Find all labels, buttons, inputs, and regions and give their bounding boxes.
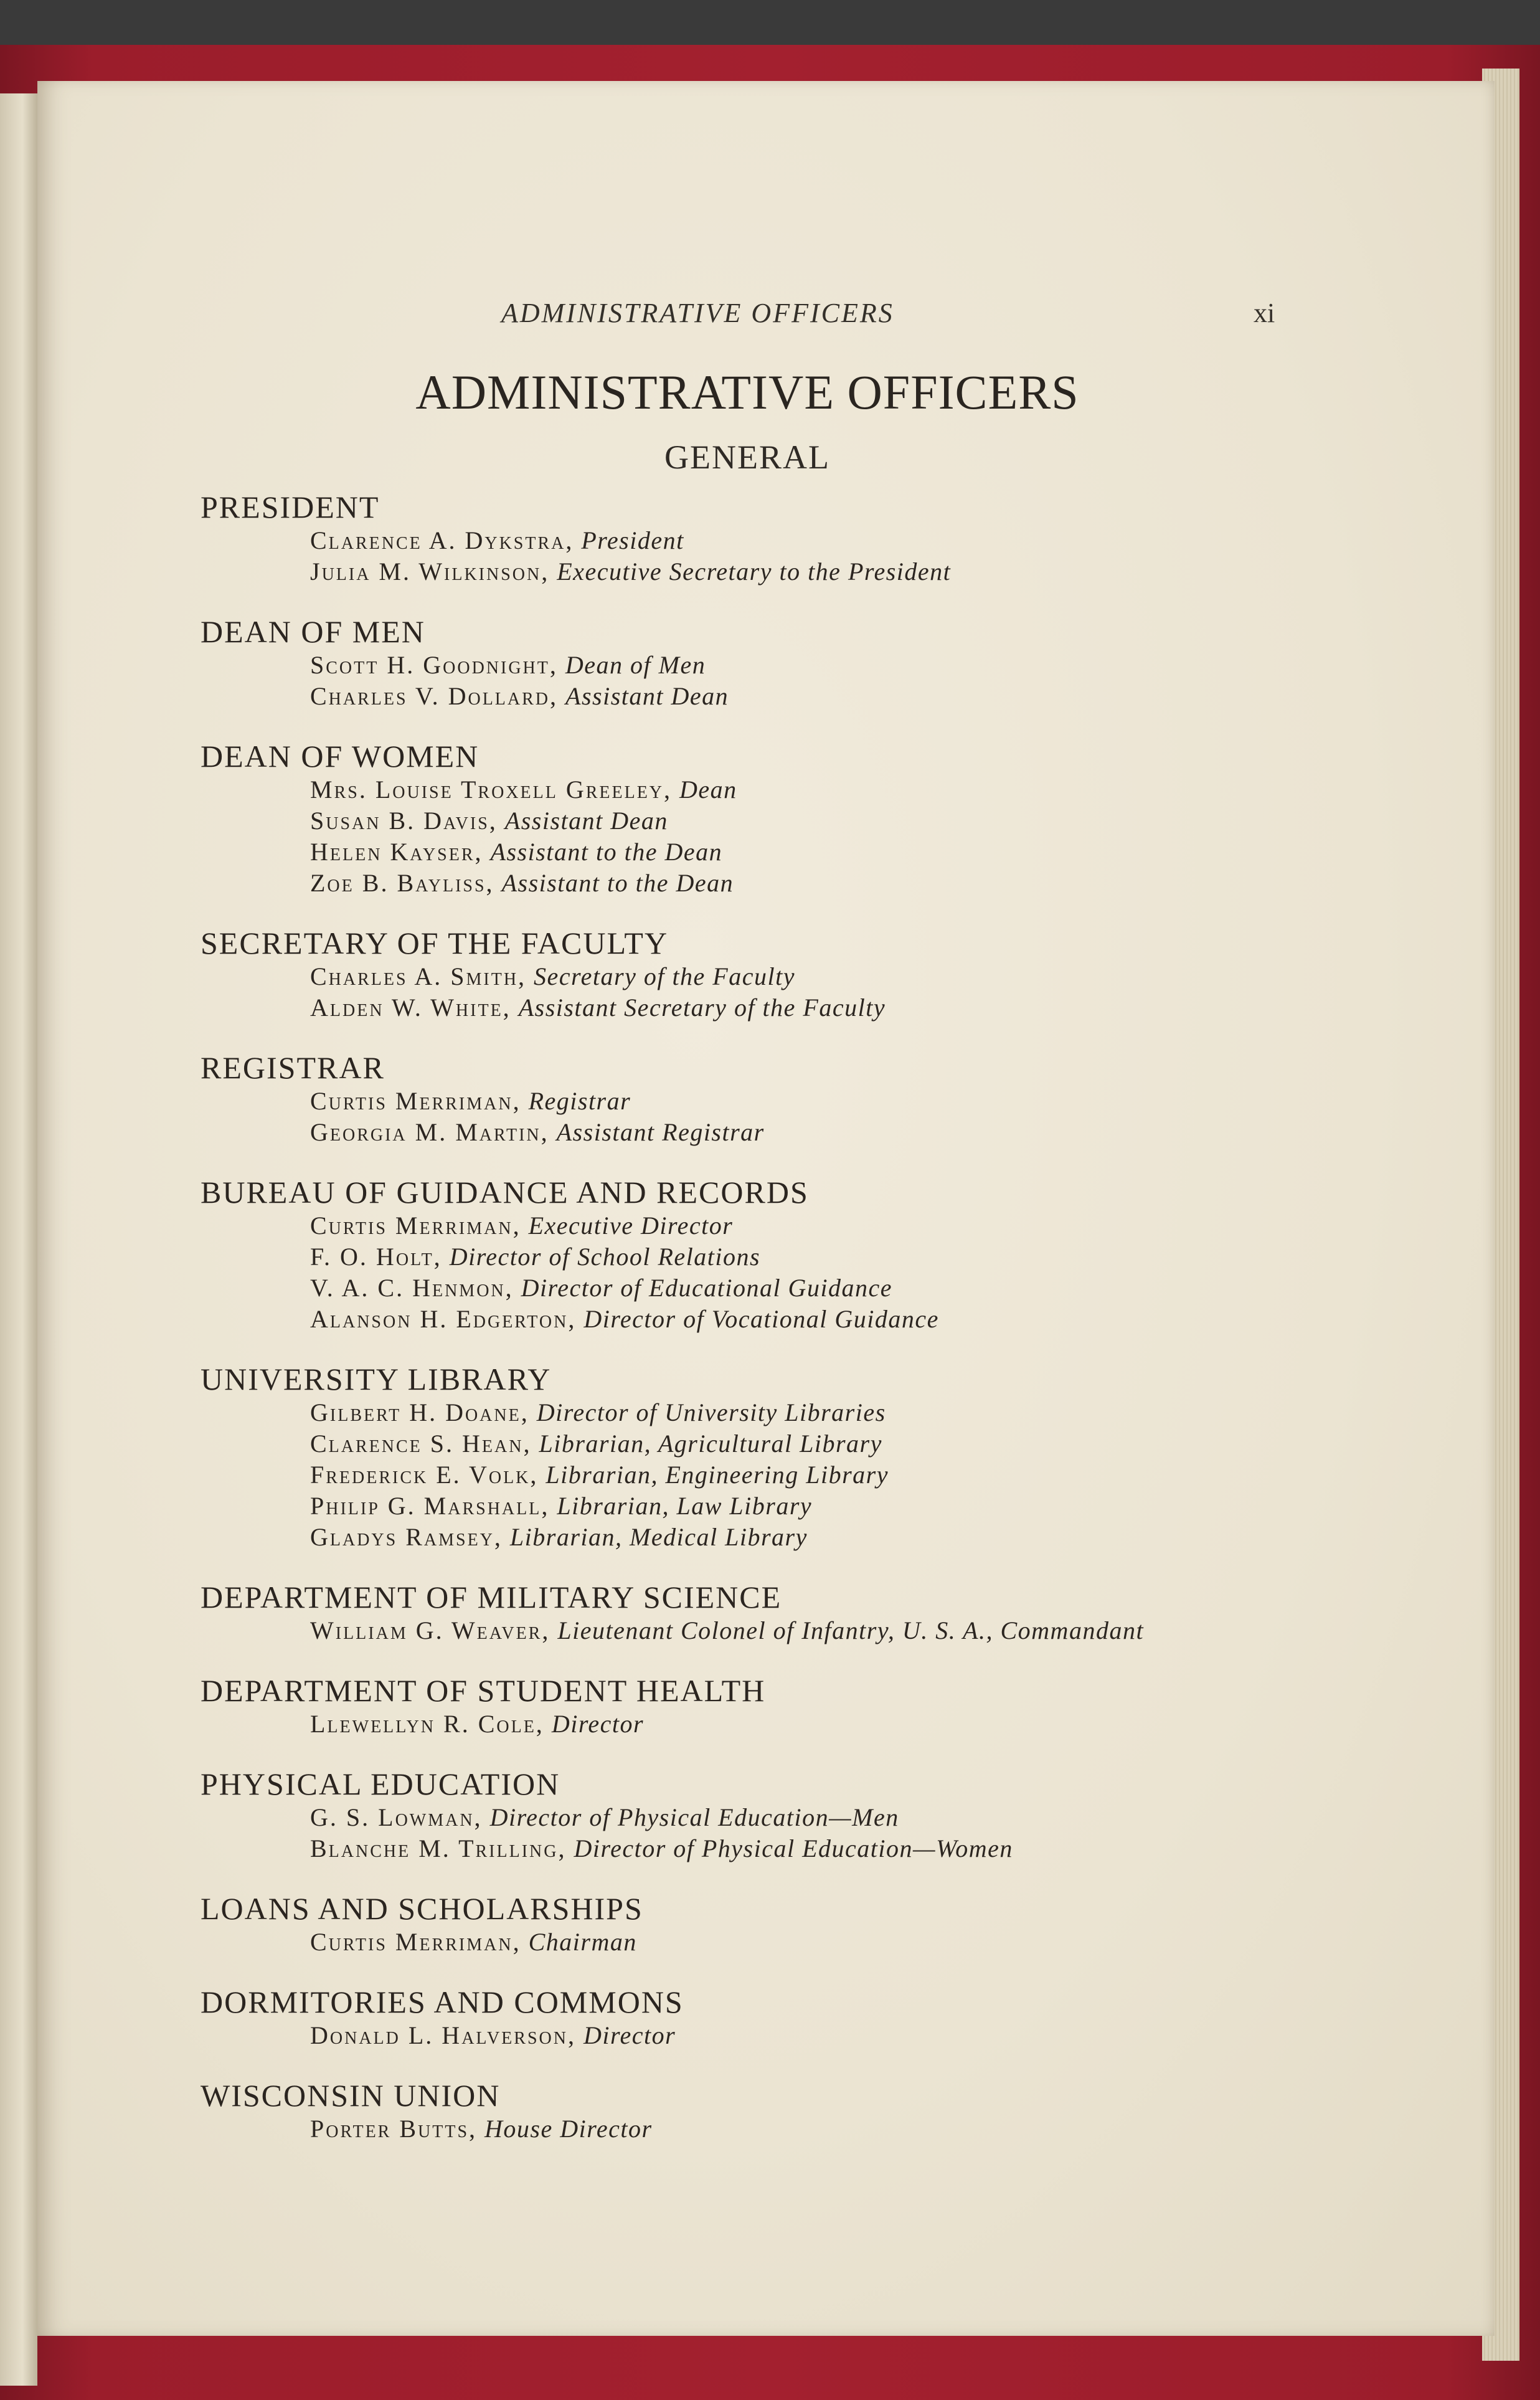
officer-name: Julia M. Wilkinson, bbox=[310, 557, 550, 586]
officer-title: Executive Director bbox=[528, 1212, 734, 1240]
officer-name: Curtis Merriman, bbox=[310, 1087, 521, 1115]
officer-name: Alanson H. Edgerton, bbox=[310, 1305, 577, 1333]
officer-name: Donald L. Halverson, bbox=[310, 2021, 576, 2049]
officer-entry bbox=[310, 1086, 1321, 1117]
officer-name: Clarence S. Hean, bbox=[310, 1430, 532, 1458]
officer-title: Dean bbox=[679, 775, 737, 804]
officer-title: Librarian, Agricultural Library bbox=[539, 1430, 882, 1458]
officer-section bbox=[201, 2077, 1321, 2145]
officer-section bbox=[201, 1050, 1321, 1148]
officer-name: Gilbert H. Doane, bbox=[310, 1398, 529, 1426]
officer-name: Curtis Merriman, bbox=[310, 1212, 521, 1240]
officer-name: Porter Butts, bbox=[310, 2115, 478, 2143]
officer-entry bbox=[310, 1709, 1321, 1740]
officer-title: Librarian, Law Library bbox=[557, 1492, 813, 1520]
officer-name: William G. Weaver, bbox=[310, 1616, 550, 1644]
page-subtitle: GENERAL bbox=[664, 439, 830, 476]
entry-list bbox=[310, 1397, 1321, 1553]
officer-title: Chairman bbox=[528, 1928, 637, 1956]
officer-title: Registrar bbox=[528, 1087, 631, 1115]
page-title bbox=[0, 364, 1495, 420]
officer-name: Georgia M. Martin, bbox=[310, 1118, 549, 1146]
officer-entry bbox=[310, 525, 1321, 556]
officer-name: Gladys Ramsey, bbox=[310, 1523, 503, 1551]
officer-entry bbox=[310, 992, 1321, 1023]
officer-title: Librarian, Engineering Library bbox=[546, 1461, 889, 1489]
officer-name: Zoe B. Bayliss, bbox=[310, 869, 494, 897]
section-heading: PHYSICAL EDUCATION bbox=[201, 1767, 560, 1801]
entry-list bbox=[310, 2020, 1321, 2051]
officer-name: Alden W. White, bbox=[310, 994, 511, 1022]
officer-section bbox=[201, 1174, 1321, 1335]
entry-list bbox=[310, 961, 1321, 1023]
officer-entry bbox=[310, 1117, 1321, 1148]
officer-name: Mrs. Louise Troxell Greeley, bbox=[310, 775, 673, 804]
officer-entry bbox=[310, 1522, 1321, 1553]
officer-section bbox=[201, 925, 1321, 1023]
officer-title: Assistant to the Dean bbox=[490, 838, 723, 866]
officer-name: F. O. Holt, bbox=[310, 1243, 442, 1271]
officer-entry bbox=[310, 1241, 1321, 1273]
officer-name: Curtis Merriman, bbox=[310, 1928, 521, 1956]
page-title-text: ADMINISTRATIVE OFFICERS bbox=[415, 365, 1079, 419]
officer-entry bbox=[310, 805, 1321, 837]
officer-name: Charles A. Smith, bbox=[310, 962, 527, 990]
officer-title: Librarian, Medical Library bbox=[509, 1523, 808, 1551]
officer-entry bbox=[310, 1615, 1282, 1646]
section-heading: REGISTRAR bbox=[201, 1050, 385, 1085]
officer-title: Assistant Dean bbox=[504, 807, 668, 835]
entry-list bbox=[310, 1927, 1321, 1958]
officer-title: Executive Secretary to the President bbox=[557, 557, 952, 586]
entry-list bbox=[310, 1709, 1321, 1740]
officer-title: President bbox=[581, 526, 684, 554]
officer-title: Director of Educational Guidance bbox=[521, 1274, 893, 1302]
officer-entry bbox=[310, 774, 1321, 805]
section-heading: WISCONSIN UNION bbox=[201, 2078, 501, 2113]
officer-name: G. S. Lowman, bbox=[310, 1803, 483, 1831]
entry-list bbox=[310, 1615, 1321, 1646]
officer-name: Charles V. Dollard, bbox=[310, 682, 559, 710]
section-heading: PRESIDENT bbox=[201, 490, 380, 524]
officer-entry bbox=[310, 1802, 1321, 1833]
officer-title: Dean of Men bbox=[565, 651, 706, 679]
section-heading: DEPARTMENT OF STUDENT HEALTH bbox=[201, 1673, 766, 1708]
officer-title: Secretary of the Faculty bbox=[534, 962, 795, 990]
section-heading: BUREAU OF GUIDANCE AND RECORDS bbox=[201, 1175, 809, 1210]
officer-title: Director bbox=[583, 2021, 676, 2049]
page-number: xi bbox=[1254, 298, 1275, 328]
entry-list bbox=[310, 525, 1321, 587]
officer-entry bbox=[310, 1459, 1321, 1491]
officer-title: House Director bbox=[484, 2115, 653, 2143]
officer-entry bbox=[310, 1927, 1321, 1958]
officer-entry bbox=[310, 837, 1321, 868]
officer-title: Director of University Libraries bbox=[536, 1398, 886, 1426]
section-heading: DEAN OF WOMEN bbox=[201, 739, 479, 774]
officer-section bbox=[201, 1984, 1321, 2051]
officer-entry bbox=[310, 961, 1321, 992]
officer-entry bbox=[310, 1273, 1321, 1304]
officer-title: Assistant Dean bbox=[565, 682, 729, 710]
officer-entry bbox=[310, 868, 1321, 899]
officer-name: Philip G. Marshall, bbox=[310, 1492, 550, 1520]
officer-section bbox=[201, 738, 1321, 899]
officer-section bbox=[201, 1361, 1321, 1553]
officer-section bbox=[201, 1766, 1321, 1864]
officer-entry bbox=[310, 681, 1321, 712]
entry-list bbox=[310, 2113, 1321, 2145]
officer-section bbox=[201, 1579, 1321, 1646]
entry-list bbox=[310, 774, 1321, 899]
officer-section bbox=[201, 1890, 1321, 1958]
officer-name: Llewellyn R. Cole, bbox=[310, 1710, 544, 1738]
officer-title: Lieutenant Colonel of Infantry, U. S. A., Commandant bbox=[557, 1616, 1145, 1644]
entry-list bbox=[310, 1802, 1321, 1864]
officer-entry bbox=[310, 1491, 1321, 1522]
entry-list bbox=[310, 1086, 1321, 1148]
officer-section bbox=[201, 489, 1321, 587]
officer-name: V. A. C. Henmon, bbox=[310, 1274, 514, 1302]
officer-section bbox=[201, 614, 1321, 712]
running-head: ADMINISTRATIVE OFFICERS bbox=[501, 298, 894, 328]
section-heading: DEPARTMENT OF MILITARY SCIENCE bbox=[201, 1580, 782, 1615]
section-heading: SECRETARY OF THE FACULTY bbox=[201, 926, 669, 960]
officer-title: Director of School Relations bbox=[449, 1243, 761, 1271]
section-heading: DEAN OF MEN bbox=[201, 614, 425, 649]
entry-list bbox=[310, 650, 1321, 712]
officer-entry bbox=[310, 1304, 1321, 1335]
officer-title: Director of Physical Education—Men bbox=[489, 1803, 899, 1831]
officer-entry bbox=[310, 556, 1321, 587]
officer-entry bbox=[310, 2020, 1321, 2051]
officer-sections bbox=[201, 489, 1321, 2171]
officer-entry bbox=[310, 1397, 1321, 1428]
officer-entry bbox=[310, 1428, 1321, 1459]
officer-title: Director of Vocational Guidance bbox=[583, 1305, 939, 1333]
officer-name: Helen Kayser, bbox=[310, 838, 483, 866]
officer-entry bbox=[310, 1210, 1321, 1241]
officer-section bbox=[201, 1672, 1321, 1740]
officer-entry bbox=[310, 1833, 1321, 1864]
officer-name: Frederick E. Volk, bbox=[310, 1461, 539, 1489]
officer-name: Susan B. Davis, bbox=[310, 807, 498, 835]
officer-title: Assistant Registrar bbox=[556, 1118, 765, 1146]
officer-entry bbox=[310, 2113, 1321, 2145]
officer-name: Blanche M. Trilling, bbox=[310, 1834, 567, 1862]
officer-entry bbox=[310, 650, 1321, 681]
entry-list bbox=[310, 1210, 1321, 1335]
section-heading: DORMITORIES AND COMMONS bbox=[201, 1985, 684, 2019]
officer-title: Assistant Secretary of the Faculty bbox=[518, 994, 886, 1022]
officer-title: Director of Physical Education—Women bbox=[574, 1834, 1013, 1862]
section-heading: UNIVERSITY LIBRARY bbox=[201, 1362, 552, 1397]
section-heading: LOANS AND SCHOLARSHIPS bbox=[201, 1891, 643, 1926]
officer-title: Director bbox=[551, 1710, 645, 1738]
officer-name: Clarence A. Dykstra, bbox=[310, 526, 574, 554]
officer-title: Assistant to the Dean bbox=[501, 869, 734, 897]
officer-name: Scott H. Goodnight, bbox=[310, 651, 558, 679]
